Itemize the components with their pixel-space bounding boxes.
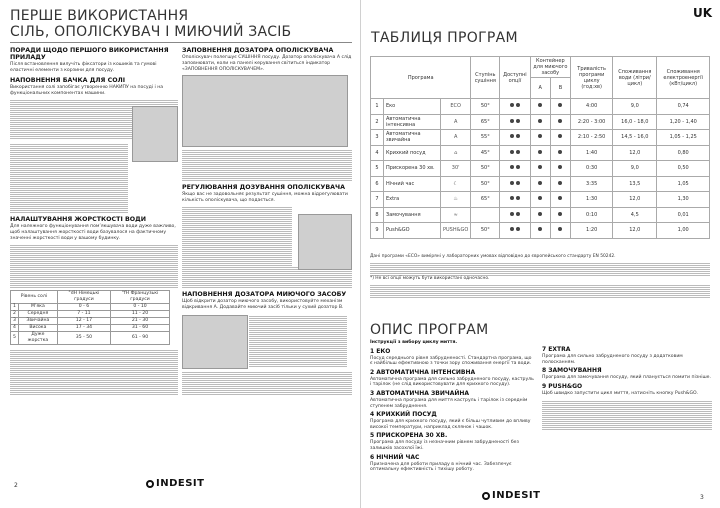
text-block — [10, 244, 178, 288]
table-notes — [370, 254, 710, 298]
dosage-illustration — [298, 214, 352, 270]
table-row: 5 Дуже жорстка 35 - 50 61 - 90 — [11, 332, 170, 345]
program-descriptions-left — [370, 340, 535, 473]
program-desc-title: 3 АВТОМАТИЧНА ЗВИЧАЙНА — [370, 389, 470, 397]
program-desc-text: Щоб швидко запустити цикл миття, натисніть кнопку Push&GO. — [542, 390, 698, 396]
section-detergent-dispenser: НАПОВНЕННЯ ДОЗАТОРА МИЮЧОГО ЗАСОБУ — [182, 291, 347, 298]
detergent-mark — [530, 223, 550, 239]
detergent-mark — [530, 176, 550, 192]
detergent-mark — [550, 207, 570, 223]
table-row: 4 Крихкий посуд ⌂ 45° 1:40 12,0 0,80 — [371, 145, 710, 161]
indesit-logo-left: INDESIT — [146, 478, 204, 489]
options-icons — [500, 130, 530, 146]
detergent-mark — [530, 192, 550, 208]
program-desc-text: Призначена для роботи приладу в нічний час. Забезпечує оптимальну ефективність і тихішу роботу. — [370, 461, 512, 473]
program-description-title: ОПИС ПРОГРАМ — [370, 322, 489, 338]
section-dosage-text: Якщо вас не задовольняє результат сушіння, можна відрегулювати кількість ополіскувача, що подається. — [182, 192, 348, 203]
table-row: 2 Середня 7 - 11 11 - 20 — [11, 311, 170, 318]
detergent-mark — [550, 223, 570, 239]
table-row: 9 Push&GO PUSH&GO 50° 1:20 12,0 1,00 — [371, 223, 710, 239]
program-desc-title: 1 ЕКО — [370, 347, 391, 355]
section-rinse-aid-dispenser: ЗАПОВНЕННЯ ДОЗАТОРА ОПОЛІСКУВАЧА — [182, 47, 334, 54]
program-desc-text: Автоматична програма для миття каструль і тарілок із середнім ступенем забруднення. — [370, 397, 528, 409]
page-number-left: 2 — [14, 482, 18, 489]
program-table-title: ТАБЛИЦЯ ПРОГРАМ — [371, 30, 518, 46]
detergent-mark — [550, 176, 570, 192]
text-block — [10, 349, 178, 395]
options-icons — [500, 114, 530, 130]
options-icons — [500, 145, 530, 161]
divider — [10, 42, 352, 43]
section-rinse-aid-dosage: РЕГУЛЮВАННЯ ДОЗУВАННЯ ОПОЛІСКУВАЧА — [182, 184, 346, 191]
program-desc-title: 4 КРИХКИЙ ПОСУД — [370, 411, 437, 419]
col-options: Доступні опції — [500, 57, 530, 99]
table-row: 4 Висока 17 - 34 31 - 60 — [11, 325, 170, 332]
col-fh: °fH Французькі градуси — [111, 291, 170, 304]
text-block — [249, 315, 347, 367]
program-descriptions-right — [542, 344, 712, 430]
program-desc-title: 7 EXTRA — [542, 346, 571, 353]
table-row: 1 М’яка 0 - 6 0 - 10 — [11, 304, 170, 311]
options-icons — [500, 223, 530, 239]
detergent-mark — [530, 161, 550, 177]
section-hardness-text: Для належного функціонування пом’якшувача води дуже важливо, щоб налаштування жорсткості води базувалося на фактичному значенні жорсткості води у вашому будинку. — [10, 224, 176, 241]
col-energy: Споживання електроенергії (кВт/цикл) — [657, 57, 710, 99]
options-icons — [500, 207, 530, 223]
options-icons — [500, 99, 530, 115]
text-block — [542, 400, 712, 430]
table-row: 1 Еко ECO 50° 4:00 9,0 0,74 — [371, 99, 710, 115]
col-dry: Ступінь сушіння — [471, 57, 500, 99]
desc-intro: Інструкції з вибору циклу миття. — [370, 340, 458, 345]
program-desc-text: Посуд середнього рівня забрудненості. Стандартна програма, що є найбільш ефективною з точки зору споживання енергії та води. — [370, 355, 532, 367]
detergent-mark — [550, 161, 570, 177]
program-desc-text: Програма для сильно забрудненого посуду з додатковим полосканням. — [542, 354, 683, 365]
title-first-use: ПЕРШЕ ВИКОРИСТАННЯ — [10, 8, 189, 24]
options-icons — [500, 176, 530, 192]
text-block — [370, 262, 710, 276]
col-duration: Тривалість програми циклу (год:хв) — [571, 57, 613, 99]
text-block — [370, 284, 710, 298]
options-icons — [500, 161, 530, 177]
table-row: 3 Автоматична звичайна A 55° 2:10 - 2:50 14,5 - 16,0 1,05 - 1,25 — [371, 130, 710, 146]
text-block — [182, 371, 352, 395]
section-salt-text: Використання солі запобігає утворенню НАКИПУ на посуді і на функціональних компонентах машини. — [10, 85, 164, 96]
section-first-use-tips: ПОРАДИ ЩОДО ПЕРШОГО ВИКОРИСТАННЯ ПРИЛАДУ — [10, 47, 169, 61]
col-dh: °dH Німецькі градуси — [57, 291, 110, 304]
program-table — [370, 56, 710, 239]
col-det-a: А — [530, 78, 550, 99]
salt-tank-illustration — [132, 106, 178, 162]
detergent-mark — [530, 207, 550, 223]
program-desc-title: 8 ЗАМОЧУВАННЯ — [542, 367, 602, 375]
col-detergent: Контейнер для миючого засобу — [530, 57, 571, 78]
text-block — [182, 149, 352, 181]
table-row: 7 Extra ♨ 65° 1:30 12,0 1,30 — [371, 192, 710, 208]
detergent-illustration — [182, 315, 248, 369]
detergent-mark — [550, 130, 570, 146]
section-water-hardness: НАЛАШТУВАННЯ ЖОРСТКОСТІ ВОДИ — [10, 216, 147, 223]
indesit-logo-right: INDESIT — [482, 490, 540, 501]
detergent-mark — [550, 99, 570, 115]
program-desc-title: 6 НІЧНИЙ ЧАС — [370, 453, 420, 461]
section-first-use-text: Після встановлення вилучіть фіксатори із кошиків та гумові еластичні елементи з корзини для посуду. — [10, 62, 157, 73]
table-row: 3 Звичайна 12 - 17 21 - 30 — [11, 318, 170, 325]
section-salt-tank: НАПОВНЕННЯ БАЧКА ДЛЯ СОЛІ — [10, 77, 126, 84]
detergent-mark — [550, 192, 570, 208]
table-row: 8 Замочування ≈ 0:10 4,5 0,01 — [371, 207, 710, 223]
program-desc-text: Програма для замочування посуду, який планується помити пізніше. — [542, 375, 711, 381]
rinse-aid-illustration — [182, 75, 348, 147]
section-detergent-text: Щоб відкрити дозатор миючого засобу, використовуйте механізм відкривання А. Додавайте миючий засіб тільки у сухий дозатор В. — [182, 299, 344, 310]
col-det-b: В — [550, 78, 570, 99]
left-page-title — [10, 8, 352, 40]
water-hardness-table — [10, 290, 170, 345]
program-desc-text: Програма для крихкого посуду, який є більш чутливим до впливу високої температури, наприклад склянок і чашок. — [370, 419, 531, 430]
program-desc-text: Програма для посуду із незначним рівнем забрудненості без залишків засохлої їжі. — [370, 440, 519, 451]
table-row: 5 Прискорена 30 хв. 30' 50° 0:30 9,0 0,50 — [371, 161, 710, 177]
col-salt-level: Рівень солі — [11, 291, 58, 304]
program-desc-text: Автоматична програма для сильно забрудненого посуду, каструль і тарілок (не слід використовувати для крихкого посуду). — [370, 376, 534, 388]
detergent-mark — [530, 130, 550, 146]
col-program: Програма — [371, 57, 471, 99]
title-salt-rinse-detergent: СІЛЬ, ОПОЛІСКУВАЧ І МИЮЧИЙ ЗАСІБ — [10, 24, 292, 40]
section-rinse-aid-text: Ополіскувач полегшує СУШІННЯ посуду. Дозатор ополіскувача А слід заповнювати, коли на панелі керування світиться індикатор «ЗАПОВНЕННЯ ОПОЛІСКУВАЧЕМ». — [182, 55, 352, 72]
text-block — [182, 206, 292, 266]
note-eco: Дані програми «ЕСО» виміряні у лабораторних умовах відповідно до європейського стандарту EN 50242. — [370, 254, 616, 259]
options-icons — [500, 192, 530, 208]
note-options: *) Не всі опції можуть бути використані одночасно. — [370, 276, 490, 281]
col-water: Споживання води (літри/цикл) — [613, 57, 657, 99]
detergent-mark — [530, 99, 550, 115]
program-desc-title: 5 ПРИСКОРЕНА 30 ХВ. — [370, 432, 448, 440]
detergent-mark — [550, 145, 570, 161]
program-desc-title: 2 АВТОМАТИЧНА ІНТЕНСИВНА — [370, 368, 476, 376]
table-row: 2 Автоматична інтенсивна A 65° 2:20 - 3:00 16,0 - 18,0 1,20 - 1,40 — [371, 114, 710, 130]
language-tab: UK — [692, 6, 712, 20]
detergent-mark — [530, 145, 550, 161]
left-column-2 — [182, 44, 352, 395]
left-column-1 — [10, 44, 178, 395]
detergent-mark — [530, 114, 550, 130]
detergent-mark — [550, 114, 570, 130]
page-number-right: 3 — [700, 494, 704, 501]
table-row: 6 Нічний час ☾ 50° 3:35 13,5 1,05 — [371, 176, 710, 192]
program-desc-title: 9 PUSH&GO — [542, 382, 583, 390]
text-block — [10, 143, 128, 213]
